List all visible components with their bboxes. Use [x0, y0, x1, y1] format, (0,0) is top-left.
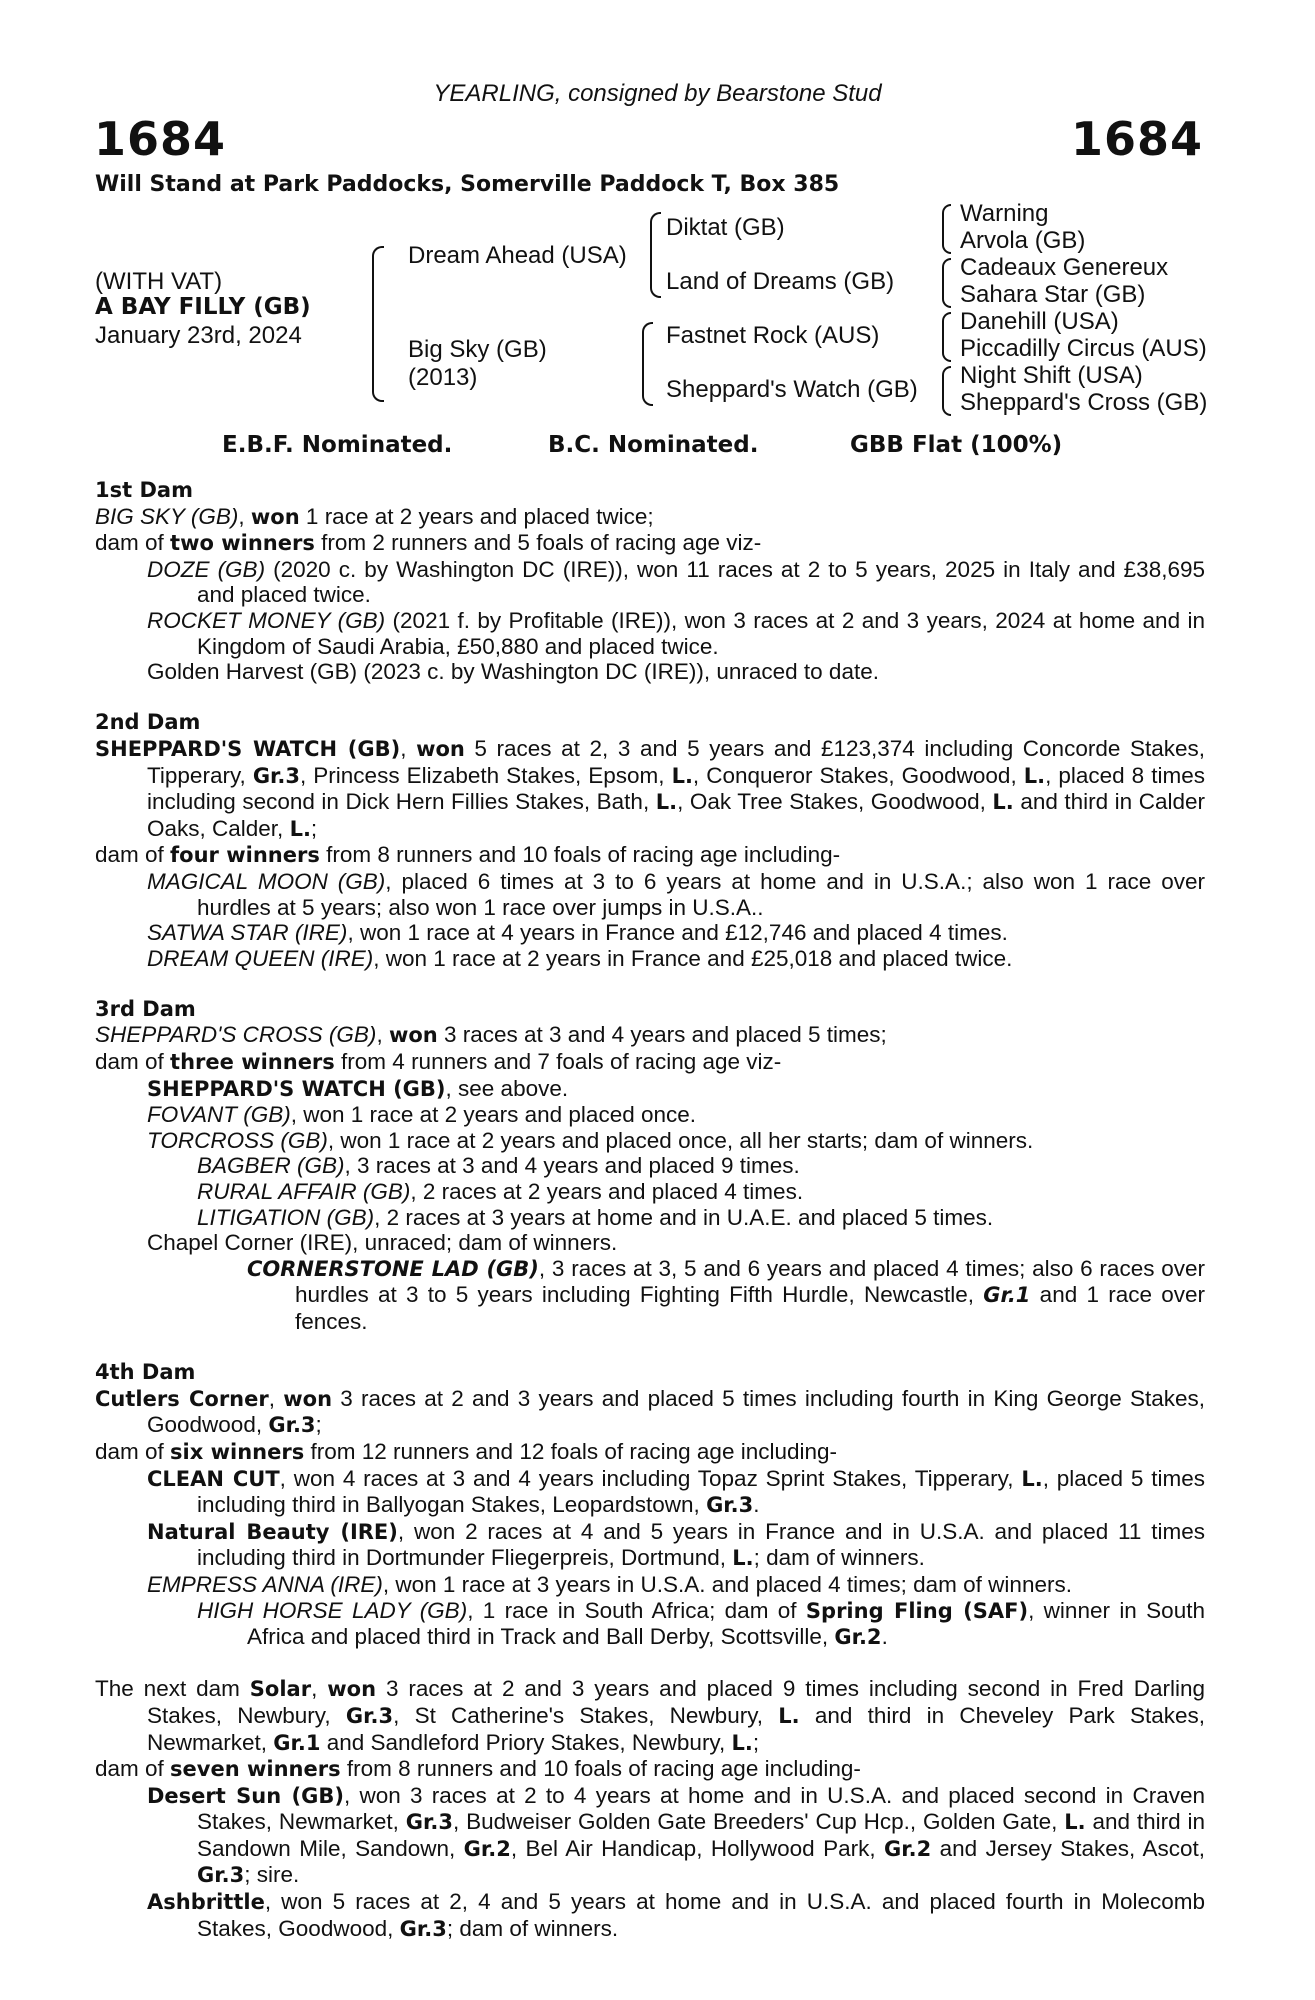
next-dam-section	[95, 1676, 1205, 1942]
dam-summary: The next dam Solar, won 3 races at 2 and 3 years and placed 9 times including second in Fred Darling Stakes, Newbury, Gr.3, St Catherine's Stakes, Newbury, L. and third in Cheveley Park Stakes, Newmarket, Gr.1 and Sandleford Priory Stakes, Newbury, L.;	[95, 1676, 1205, 1755]
progeny-entry: DREAM QUEEN (IRE), won 1 race at 2 years in France and £25,018 and placed twice.	[147, 945, 1013, 971]
bc-nominated: B.C. Nominated.	[548, 432, 759, 458]
consignment-subtitle: YEARLING, consigned by Bearstone Stud	[433, 80, 882, 107]
dam-of-line: dam of six winners from 12 runners and 12 foals of racing age including-	[95, 1438, 838, 1464]
section-heading: 4th Dam	[95, 1360, 196, 1385]
lot-number-right: 1684	[1070, 112, 1203, 166]
dam-record: 1 race at 2 years and placed twice;	[299, 503, 654, 529]
progeny-entry: DOZE (GB) (2020 c. by Washington DC (IRE)), won 11 races at 2 to 5 years, 2025 in Italy and £38,695 and placed twice.	[147, 556, 1205, 608]
progeny-entry: Desert Sun (GB), won 3 races at 2 to 4 years at home and in U.S.A. and placed second in Craven Stakes, Newmarket, Gr.3, Budweiser Golden Gate Breeders' Cup Hcp., Golden Gate, L. and third in Sandown Mile, Sandown, Gr.2, Bel Air Handicap, Hollywood Park, Gr.2 and Jersey Stakes, Ascot, Gr.3; sire.	[147, 1782, 1206, 1888]
gg-warning: Warning	[960, 200, 1049, 227]
progeny-entry: CLEAN CUT, won 4 races at 3 and 4 years including Topaz Sprint Stakes, Tipperary, L., placed 5 times including third in Ballyogan Stakes, Leopardstown, Gr.3.	[147, 1465, 1206, 1518]
pedigree-brace-main	[372, 246, 384, 402]
progeny-entry: FOVANT (GB), won 1 race at 2 years and placed once.	[147, 1102, 697, 1128]
gg-shepcross: Sheppard's Cross (GB)	[960, 389, 1208, 416]
gbb-flat: GBB Flat (100%)	[850, 432, 1063, 458]
dam-name: Big Sky (GB)	[408, 336, 547, 363]
pedigree-brace-sire	[650, 212, 661, 298]
progeny-entry: Ashbrittle, won 5 races at 2, 4 and 5 years at home and in U.S.A. and placed fourth in Molecomb Stakes, Goodwood, Gr.3; dam of winners.	[147, 1889, 1205, 1941]
pedigree-brace-g4	[942, 366, 951, 416]
dam-of-line: dam of three winners from 4 runners and 7 foals of racing age viz-	[95, 1049, 782, 1075]
fourth-dam-section	[95, 1360, 1205, 1651]
dam-summary: Cutlers Corner, won 3 races at 2 and 3 years and placed 5 times including fourth in King George Stakes, Goodwood, Gr.3;	[95, 1385, 1205, 1438]
grand-progeny-entry: LITIGATION (GB), 2 races at 3 years at home and in U.A.E. and placed 5 times.	[197, 1204, 994, 1230]
progeny-entry: EMPRESS ANNA (IRE), won 1 race at 3 years in U.S.A. and placed 4 times; dam of winners.	[147, 1571, 1072, 1597]
pedigree-brace-g2	[942, 258, 951, 308]
dam-of-line: dam of four winners from 8 runners and 10 foals of racing age including-	[95, 842, 841, 868]
sire-sire: Diktat (GB)	[666, 214, 785, 241]
grand-progeny-entry: RURAL AFFAIR (GB), 2 races at 2 years and placed 4 times.	[197, 1179, 804, 1205]
dam-summary: SHEPPARD'S CROSS (GB), won 3 races at 3 and 4 years and placed 5 times;	[95, 1022, 887, 1048]
first-dam-section	[95, 478, 1205, 685]
pedigree-brace-dam	[642, 322, 653, 406]
section-heading: 2nd Dam	[95, 710, 201, 735]
vat-note: (WITH VAT)	[95, 268, 223, 295]
gg-danehill: Danehill (USA)	[960, 308, 1119, 335]
grand-progeny-entry: CORNERSTONE LAD (GB), 3 races at 3, 5 and 6 years and placed 4 times; also 6 races over hurdles at 3 to 5 years including Fighting Fifth Hurdle, Newcastle, Gr.1 and 1 race over fences.	[247, 1255, 1205, 1334]
progeny-entry: MAGICAL MOON (GB), placed 6 times at 3 to 6 years at home and in U.S.A.; also won 1 race over hurdles at 5 years; also won 1 race over jumps in U.S.A..	[147, 868, 1205, 920]
horse-name: A BAY FILLY (GB)	[95, 294, 311, 320]
third-dam-section	[95, 997, 1205, 1335]
ebf-nominated: E.B.F. Nominated.	[222, 432, 453, 458]
pedigree-brace-g1	[942, 204, 951, 254]
second-dam-section	[95, 710, 1205, 971]
section-heading: 3rd Dam	[95, 996, 196, 1021]
dam-year: (2013)	[408, 364, 478, 391]
stand-location: Will Stand at Park Paddocks, Somerville Paddock T, Box 385	[95, 172, 840, 197]
grand-progeny-entry: HIGH HORSE LADY (GB), 1 race in South Africa; dam of Spring Fling (SAF), winner in South Africa and placed third in Track and Ball Derby, Scottsville, Gr.2.	[197, 1597, 1205, 1650]
lot-number-left: 1684	[94, 112, 227, 166]
sire-name: Dream Ahead (USA)	[408, 242, 627, 269]
gg-nightshift: Night Shift (USA)	[960, 362, 1143, 389]
winners-count: two winners	[170, 531, 315, 556]
dam-summary: BIG SKY (GB), won 1 race at 2 years and placed twice;	[95, 503, 654, 529]
gg-piccadilly: Piccadilly Circus (AUS)	[960, 335, 1207, 362]
progeny-entry: Chapel Corner (IRE), unraced; dam of winners.	[147, 1230, 618, 1256]
dam-of-line: dam of two winners from 2 runners and 5 foals of racing age viz-	[95, 530, 762, 556]
dam-name-text: BIG SKY (GB)	[95, 503, 239, 529]
dam-dam: Sheppard's Watch (GB)	[666, 376, 918, 403]
progeny-entry: SHEPPARD'S WATCH (GB), see above.	[147, 1075, 569, 1101]
dam-of-line: dam of seven winners from 8 runners and 10 foals of racing age including-	[95, 1756, 861, 1782]
grand-progeny-entry: BAGBER (GB), 3 races at 3 and 4 years and placed 9 times.	[197, 1153, 800, 1179]
section-heading: 1st Dam	[95, 478, 193, 502]
progeny-entry: TORCROSS (GB), won 1 race at 2 years and placed once, all her starts; dam of winners.	[147, 1127, 1034, 1153]
gg-cadeaux: Cadeaux Genereux	[960, 254, 1169, 281]
progeny-entry: Golden Harvest (GB) (2023 c. by Washington DC (IRE)), unraced to date.	[147, 659, 879, 685]
gg-arvola: Arvola (GB)	[960, 227, 1086, 254]
date-of-birth: January 23rd, 2024	[95, 322, 302, 349]
catalogue-body	[95, 478, 1205, 1942]
progeny-entry: ROCKET MONEY (GB) (2021 f. by Profitable (IRE)), won 3 races at 2 and 3 years, 2024 at home and in Kingdom of Saudi Arabia, £50,880 and placed twice.	[147, 607, 1205, 659]
sire-dam: Land of Dreams (GB)	[666, 268, 895, 295]
dam-summary: SHEPPARD'S WATCH (GB), won 5 races at 2, 3 and 5 years and £123,374 including Concorde Stakes, Tipperary, Gr.3, Princess Elizabeth Stakes, Epsom, L., Conqueror Stakes, Goodwood, L., placed 8 times including second in Dick Hern Fillies Stakes, Bath, L., Oak Tree Stakes, Goodwood, L. and third in Calder Oaks, Calder, L.;	[95, 735, 1206, 841]
progeny-entry: Natural Beauty (IRE), won 2 races at 4 and 5 years in France and in U.S.A. and placed 11 times including third in Dortmunder Fliegerpreis, Dortmund, L.; dam of winners.	[147, 1518, 1205, 1571]
pedigree-brace-g3	[942, 312, 951, 362]
gg-sahara: Sahara Star (GB)	[960, 281, 1146, 308]
progeny-entry: SATWA STAR (IRE), won 1 race at 4 years in France and £12,746 and placed 4 times.	[147, 920, 1008, 946]
won-label: won	[250, 504, 300, 529]
dam-sire: Fastnet Rock (AUS)	[666, 322, 880, 349]
